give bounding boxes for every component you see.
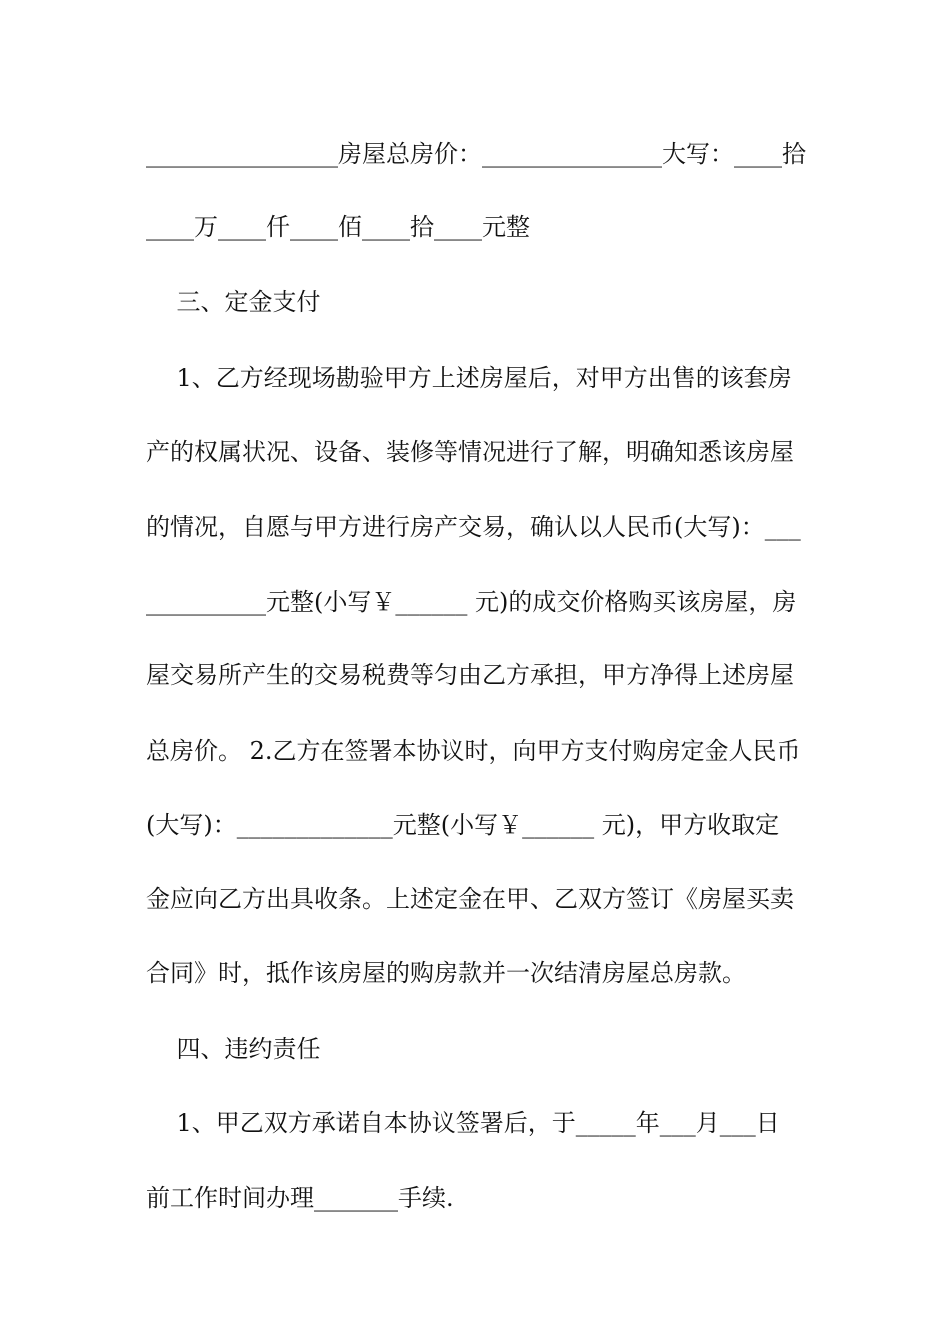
paragraph-line: 产的权属状况、设备、装修等情况进行了解，明确知悉该房屋: [146, 438, 794, 466]
paragraph-line: 屋交易所产生的交易税费等匀由乙方承担，甲方净得上述房屋: [146, 661, 794, 689]
paragraph-line: 1、甲乙双方承诺自本协议签署后，于_____年___月___日: [146, 1109, 780, 1137]
paragraph-line: (大写)：_____________元整(小写￥______ 元)，甲方收取定: [146, 811, 780, 839]
paragraph-line: 金应向乙方出具收条。上述定金在甲、乙双方签订《房屋买卖: [146, 885, 794, 913]
section-heading-deposit-payment: 三、定金支付: [146, 288, 321, 316]
paragraph-line: 前工作时间办理_______手续.: [146, 1184, 454, 1212]
paragraph-line: __________元整(小写￥______ 元)的成交价格购买该房屋，房: [146, 588, 797, 616]
text-line-amount-units: ____万____仟____佰____拾____元整: [146, 213, 530, 241]
paragraph-line: 的情况，自愿与甲方进行房产交易，确认以人民币(大写)：___: [146, 513, 801, 541]
text-line-total-price: ________________房屋总房价：_______________大写：____拾: [146, 140, 806, 168]
paragraph-line: 合同》时，抵作该房屋的购房款并一次结清房屋总房款。: [146, 959, 746, 987]
section-heading-liability: 四、违约责任: [146, 1035, 321, 1063]
paragraph-line: 总房价。 2.乙方在签署本协议时，向甲方支付购房定金人民币: [146, 737, 801, 765]
paragraph-line: 1、乙方经现场勘验甲方上述房屋后，对甲方出售的该套房: [146, 364, 792, 392]
